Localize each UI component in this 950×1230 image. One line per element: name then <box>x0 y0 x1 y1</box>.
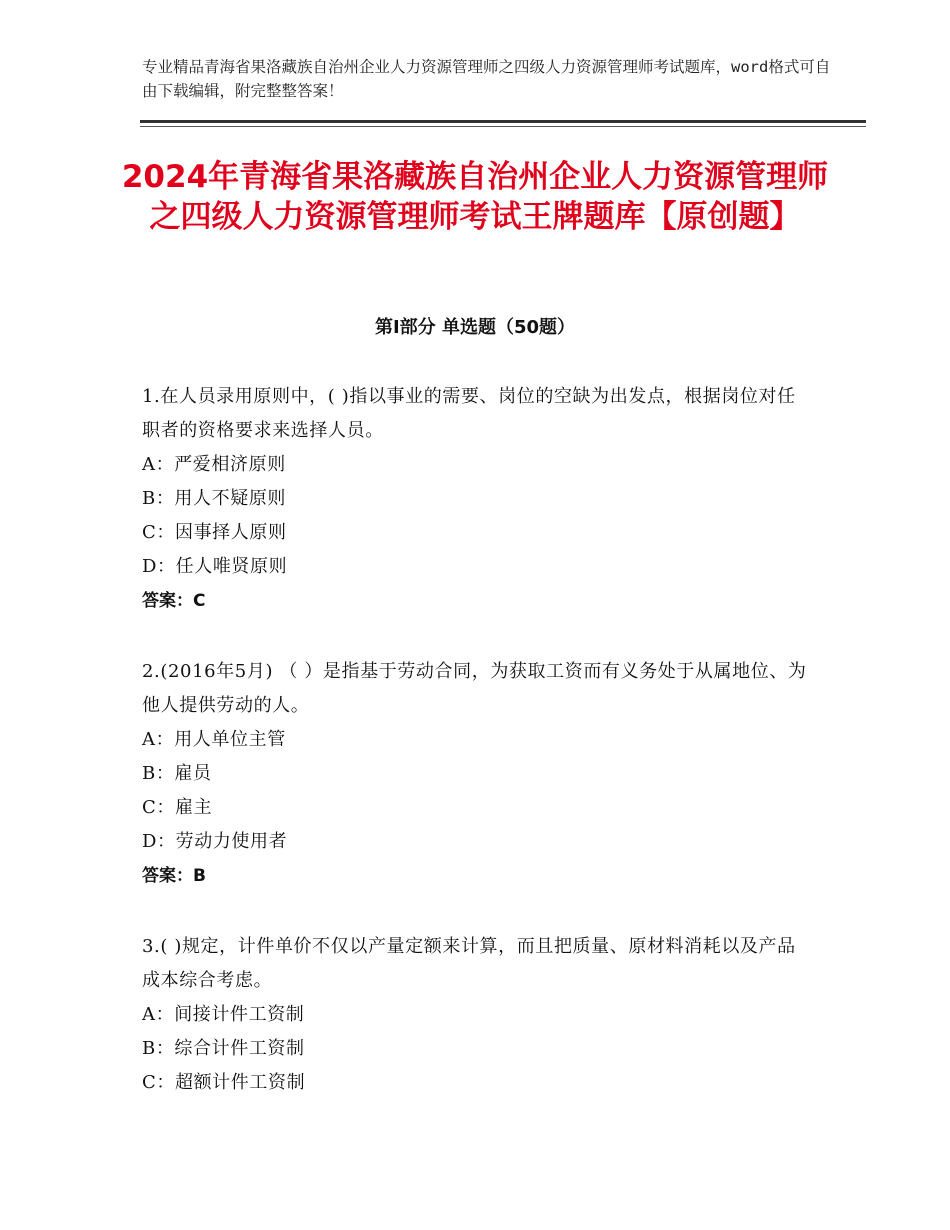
question-stem: 2.(2016年5月) （ ）是指基于劳动合同，为获取工资而有义务处于从属地位、为他人提供劳动的人。 <box>142 661 807 716</box>
section-heading: 第Ⅰ部分 单选题（50题） <box>374 317 575 338</box>
option-b: B：综合计件工资制 <box>142 1038 305 1059</box>
question-stem: 1.在人员录用原则中，( )指以事业的需要、岗位的空缺为出发点，根据岗位对任职者的资格要求来选择人员。 <box>142 386 796 441</box>
option-b: B：用人不疑原则 <box>142 488 287 509</box>
option-b: B：雇员 <box>142 763 212 784</box>
question-2 <box>142 655 812 893</box>
option-d: D：任人唯贤原则 <box>142 556 288 577</box>
answer-line <box>142 859 812 893</box>
header-note: 专业精品青海省果洛藏族自治州企业人力资源管理师之四级人力资源管理师考试题库，word格式可自由下载编辑，附完整整答案！ <box>142 58 831 100</box>
question-list <box>142 380 812 1137</box>
option-c: C：雇主 <box>142 797 213 818</box>
answer-value: C <box>193 591 206 611</box>
answer-label: 答案： <box>142 591 193 611</box>
header-divider-thin <box>140 126 866 127</box>
question-stem: 3.( )规定，计件单价不仅以产量定额来计算，而且把质量、原材料消耗以及产品成本综合考虑。 <box>142 936 796 991</box>
header-divider-thick <box>140 120 866 123</box>
option-c: C：超额计件工资制 <box>142 1072 306 1093</box>
answer-line <box>142 584 812 618</box>
answer-label: 答案： <box>142 866 193 886</box>
answer-value: B <box>193 866 206 886</box>
question-1 <box>142 380 812 618</box>
document-title: 2024年青海省果洛藏族自治州企业人力资源管理师之四级人力资源管理师考试王牌题库【原创题】 <box>121 159 829 235</box>
option-a: A：严爱相济原则 <box>142 454 286 475</box>
question-3 <box>142 930 812 1100</box>
option-d: D：劳动力使用者 <box>142 831 288 852</box>
option-a: A：间接计件工资制 <box>142 1004 305 1025</box>
option-a: A：用人单位主管 <box>142 729 286 750</box>
option-c: C：因事择人原则 <box>142 522 287 543</box>
